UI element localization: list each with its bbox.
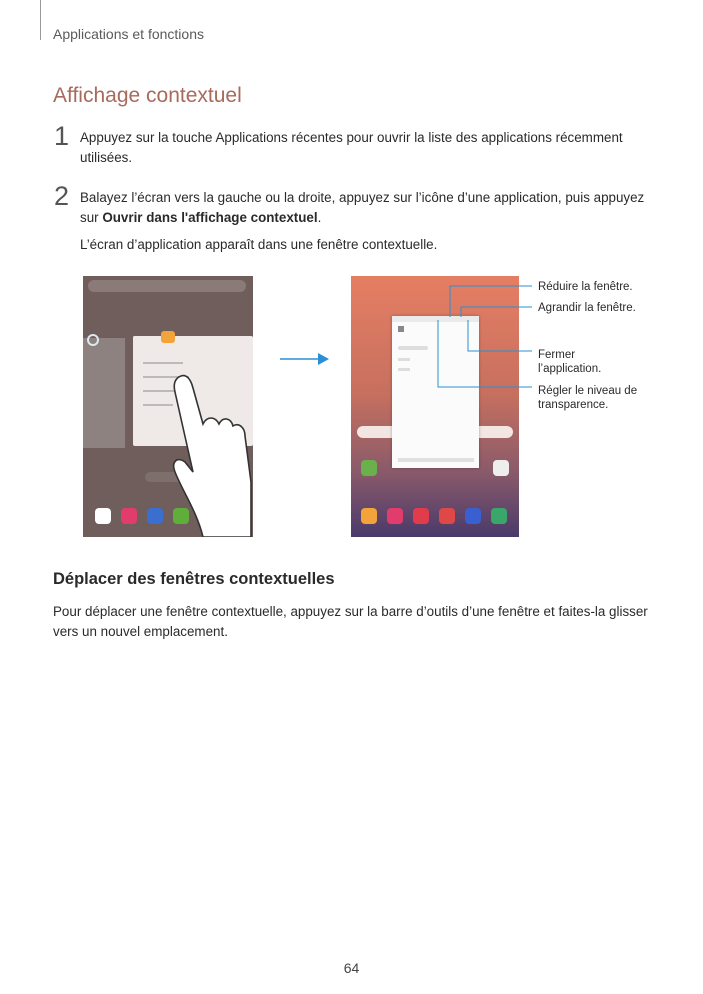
app-icon: [161, 331, 175, 343]
step-2-text-before: Balayez l’écran vers la gauche ou la droite, appuyez sur l’icône d’une application, puis appuyez sur: [80, 190, 645, 225]
page-title: Affichage contextuel: [53, 84, 242, 107]
app-icon: [465, 508, 481, 524]
app-icon: [147, 508, 163, 524]
app-icon: [493, 460, 509, 476]
callout-maximize: Agrandir la fenêtre.: [538, 302, 636, 314]
app-icon: [398, 326, 404, 332]
app-icon: [361, 508, 377, 524]
step-2-number: 2: [54, 181, 70, 211]
section-title: Déplacer des fenêtres contextuelles: [53, 570, 335, 588]
step-2-text-after: .: [317, 210, 322, 225]
app-icon: [413, 508, 429, 524]
recent-app-card-left: [83, 338, 125, 448]
hand-gesture-illustration: [163, 372, 253, 537]
section-body: Pour déplacer une fenêtre contextuelle, appuyez sur la barre d’outils d’une fenêtre et faites-la glisser vers un nouvel emplacement.: [53, 604, 648, 639]
callout-lines: [430, 280, 540, 410]
app-icon: [95, 508, 111, 524]
content-line: [398, 368, 410, 371]
header-rule: [40, 0, 41, 40]
recent-apps-screenshot: [83, 276, 253, 537]
menu-line: [143, 362, 183, 364]
app-icon: [361, 460, 377, 476]
section-header: Applications et fonctions: [53, 26, 204, 42]
search-bar: [88, 280, 246, 292]
step-2-bold-option: Ouvrir dans l'affichage contextuel: [102, 210, 318, 225]
callout-minimize: Réduire la fenêtre.: [538, 281, 633, 293]
step-2-text: [80, 188, 645, 228]
app-icon: [387, 508, 403, 524]
callout-close: Fermer l’application.: [538, 349, 602, 375]
app-icon: [491, 508, 507, 524]
callout-transparency: Régler le niveau de transparence.: [538, 385, 638, 411]
lock-icon: [87, 334, 99, 346]
dock-icons: [361, 508, 511, 526]
app-icon: [439, 508, 455, 524]
content-line: [398, 358, 410, 361]
step-1-number: 1: [54, 121, 70, 151]
content-line: [398, 346, 428, 350]
step-1-text: Appuyez sur la touche Applications récentes pour ouvrir la liste des applications récemment utilisées.: [80, 130, 623, 165]
transition-arrow-icon: [280, 352, 330, 366]
step-2-note: L’écran d’application apparaît dans une fenêtre contextuelle.: [80, 237, 438, 252]
popup-bottom-bar: [398, 458, 474, 462]
page-number: 64: [343, 960, 360, 976]
app-icon: [121, 508, 137, 524]
